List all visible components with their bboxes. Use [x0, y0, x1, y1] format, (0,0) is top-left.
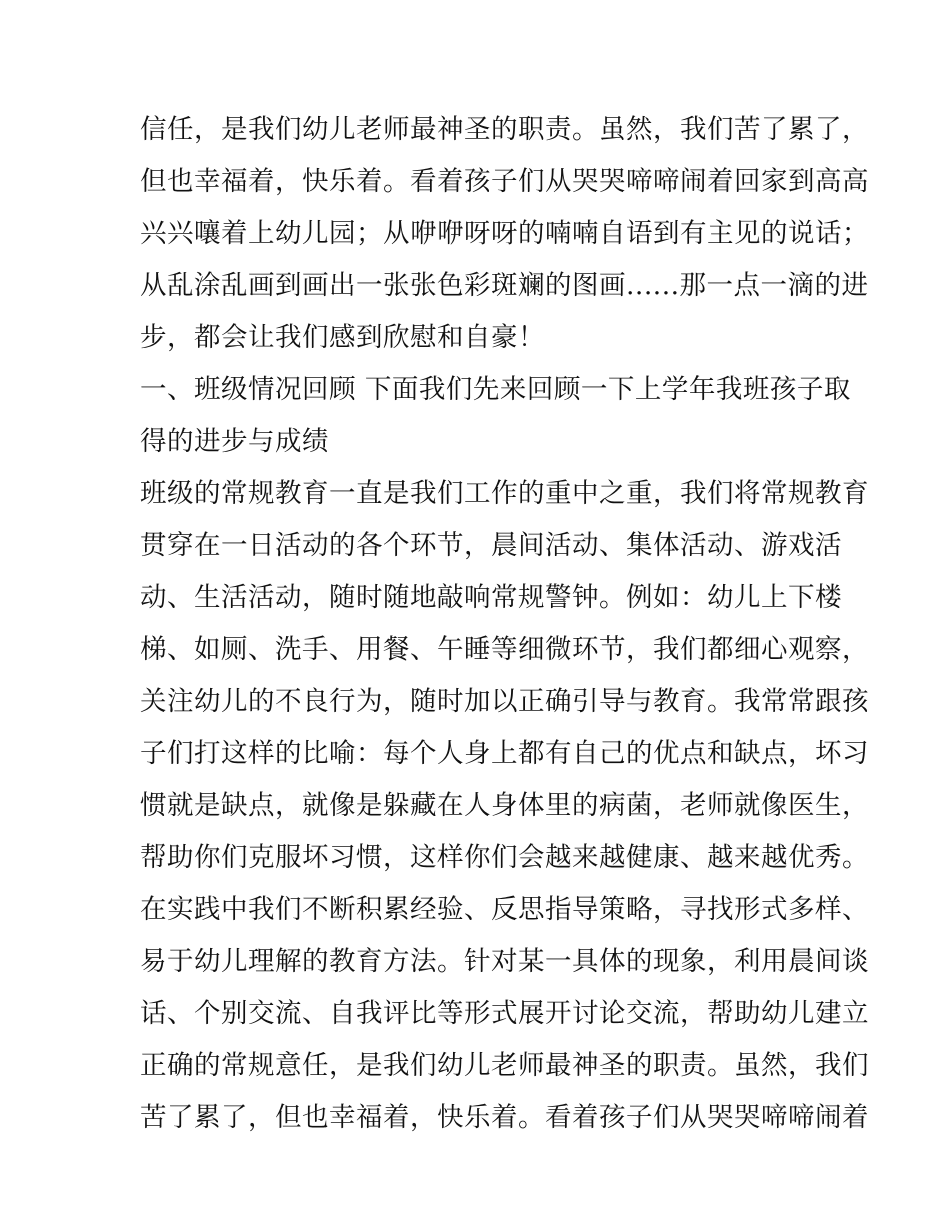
text-line: 子们打这样的比喻：每个人身上都有自己的优点和缺点，坏习: [140, 738, 869, 769]
text-line: 动、生活活动，随时随地敲响常规警钟。例如：幼儿上下楼: [140, 582, 842, 613]
section-heading-continued: 得的进步与成绩: [140, 426, 329, 457]
text-line: 苦了累了，但也幸福着，快乐着。看着孩子们从哭哭啼啼闹着: [140, 1102, 869, 1133]
body-text: [140, 104, 869, 1144]
text-line: 关注幼儿的不良行为，随时加以正确引导与教育。我常常跟孩: [140, 686, 869, 717]
text-line: 信任，是我们幼儿老师最神圣的职责。虽然，我们苦了累了，: [140, 114, 869, 145]
section-heading: 一、班级情况回顾 下面我们先来回顾一下上学年我班孩子取: [140, 374, 851, 405]
text-line: 贯穿在一日活动的各个环节，晨间活动、集体活动、游戏活: [140, 530, 842, 561]
text-line: 步，都会让我们感到欣慰和自豪！: [140, 322, 545, 353]
text-line: 帮助你们克服坏习惯，这样你们会越来越健康、越来越优秀。: [140, 842, 869, 873]
text-line: 班级的常规教育一直是我们工作的重中之重，我们将常规教育: [140, 478, 869, 509]
text-line: 从乱涂乱画到画出一张张色彩斑斓的图画......那一点一滴的进: [140, 270, 869, 301]
text-line: 兴兴嚷着上幼儿园；从咿咿呀呀的喃喃自语到有主见的说话；: [140, 218, 869, 249]
text-line: 易于幼儿理解的教育方法。针对某一具体的现象，利用晨间谈: [140, 946, 869, 977]
text-line: 话、个别交流、自我评比等形式展开讨论交流，帮助幼儿建立: [140, 998, 869, 1029]
text-line: 惯就是缺点，就像是躲藏在人身体里的病菌，老师就像医生，: [140, 790, 869, 821]
text-line: 梯、如厕、洗手、用餐、午睡等细微环节，我们都细心观察，: [140, 634, 869, 665]
text-line: 正确的常规意任，是我们幼儿老师最神圣的职责。虽然，我们: [140, 1050, 869, 1081]
text-line: 在实践中我们不断积累经验、反思指导策略，寻找形式多样、: [140, 894, 869, 925]
text-line: 但也幸福着，快乐着。看着孩子们从哭哭啼啼闹着回家到高高: [140, 166, 869, 197]
